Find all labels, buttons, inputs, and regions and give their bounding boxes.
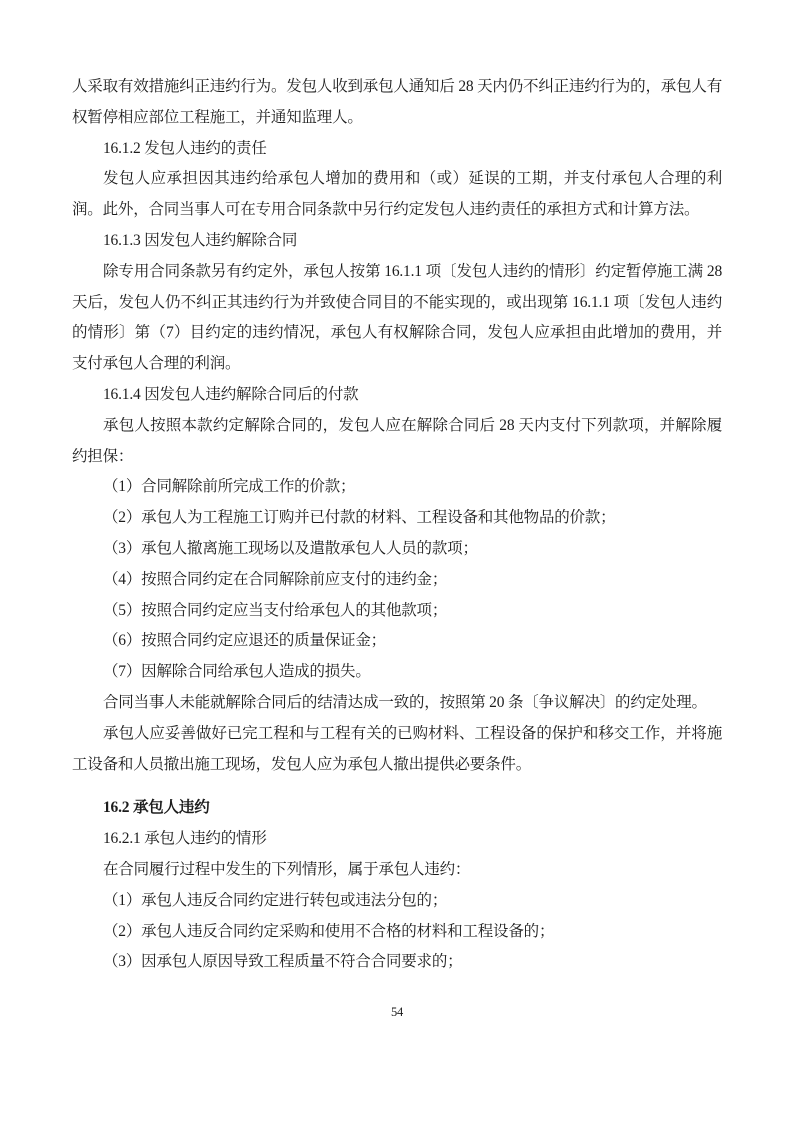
paragraph-continuation: 人采取有效措施纠正违约行为。发包人收到承包人通知后 28 天内仍不纠正违约行为的，承包人有权暂停相应部位工程施工，并通知监理人。 — [72, 78, 722, 126]
paragraph: 发包人应承担因其违约给承包人增加的费用和（或）延误的工期，并支付承包人合理的利润。此外，合同当事人可在专用合同条款中另行约定发包人违约责任的承担方式和计算方法。 — [72, 170, 722, 219]
section-heading-16-2: 16.2 承包人违约 — [103, 799, 210, 817]
section-heading-16-1-3: 16.1.3 因发包人违约解除合同 — [103, 231, 298, 249]
list-item: （3）承包人撤离施工现场以及遣散承包人人员的款项； — [103, 539, 478, 557]
list-item: （6）按照合同约定应退还的质量保证金； — [103, 632, 386, 650]
document-body — [72, 72, 722, 1020]
paragraph: 合同当事人未能就解除合同后的结清达成一致的，按照第 20 条〔争议解决〕的约定处理。 — [103, 693, 707, 711]
section-heading-16-2-1: 16.2.1 承包人违约的情形 — [103, 830, 267, 848]
list-item: （3）因承包人原因导致工程质量不符合合同要求的； — [103, 953, 463, 971]
list-item: （2）承包人违反合同约定采购和使用不合格的材料和工程设备的； — [103, 922, 555, 940]
paragraph: 在合同履行过程中发生的下列情形，属于承包人违约： — [103, 860, 471, 878]
paragraph: 承包人按照本款约定解除合同的，发包人应在解除合同后 28 天内支付下列款项，并解除履约担保： — [72, 416, 722, 465]
list-item: （7）因解除合同给承包人造成的损失。 — [103, 663, 371, 681]
list-item: （2）承包人为工程施工订购并已付款的材料、工程设备和其他物品的价款； — [103, 509, 616, 527]
list-item: （1）合同解除前所完成工作的价款； — [103, 478, 356, 496]
list-item: （4）按照合同约定在合同解除前应支付的违约金； — [103, 570, 448, 588]
paragraph: 承包人应妥善做好已完工程和与工程有关的已购材料、工程设备的保护和移交工作，并将施工设备和人员撤出施工现场，发包人应为承包人撤出提供必要条件。 — [72, 724, 722, 773]
page-number: 54 — [390, 1005, 404, 1020]
section-heading-16-1-2: 16.1.2 发包人违约的责任 — [103, 139, 267, 157]
section-heading-16-1-4: 16.1.4 因发包人违约解除合同后的付款 — [103, 385, 359, 403]
list-item: （1）承包人违反合同约定进行转包或违法分包的； — [103, 891, 448, 909]
paragraph: 除专用合同条款另有约定外，承包人按第 16.1.1 项〔发包人违约的情形〕约定暂停施工满 28 天后，发包人仍不纠正其违约行为并致使合同目的不能实现的，或出现第 16.1.1 项〔发包人违约的情形〕第（7）目约定的违约情况，承包人有权解除合同，发包人应承担由此增加的费用，并支付承包人合理的利润。 — [72, 262, 722, 373]
list-item: （5）按照合同约定应当支付给承包人的其他款项； — [103, 601, 448, 619]
